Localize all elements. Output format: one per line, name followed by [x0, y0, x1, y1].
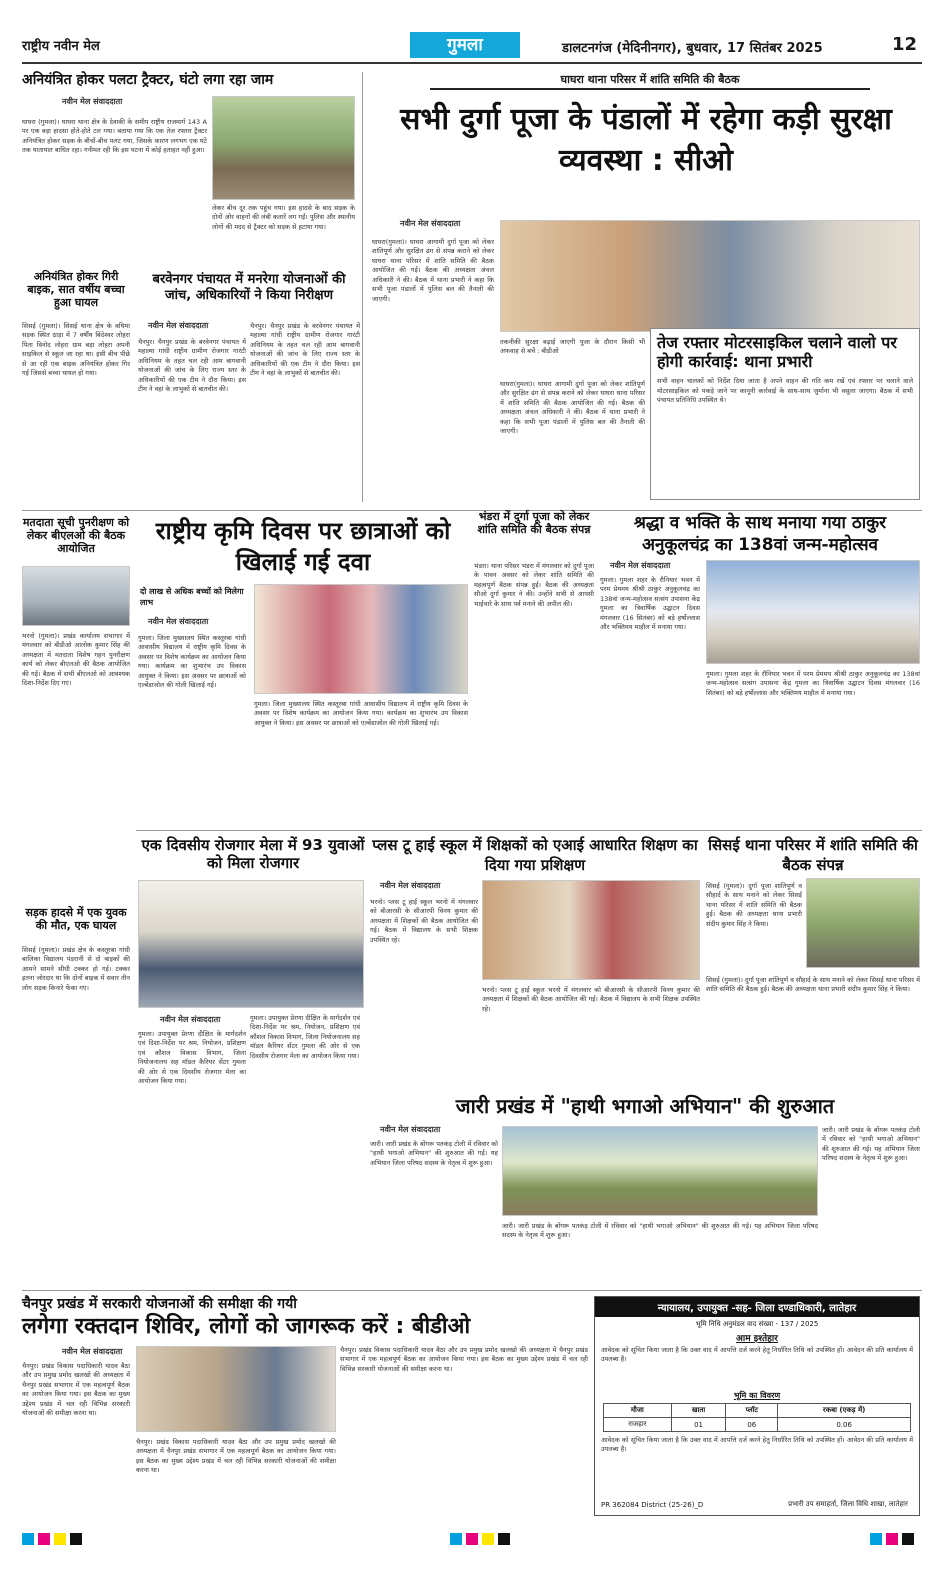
notice-body: आवेदक को सूचित किया जाता है कि उक्त वाद में आपत्ति दर्ज करने हेतु निर्धारित तिथि को उपस्थित हों। आवेदन की प्रति कार्यालय में उपलब्ध है।	[601, 1346, 913, 1364]
notice-table-heading: भूमि का विवरण	[733, 1391, 781, 1400]
color-bar	[450, 1530, 514, 1549]
column-rule	[362, 72, 363, 502]
deworm-body: गुमला। जिला मुख्यालय स्थित कस्तूरबा गांधी आवासीय विद्यालय में राष्ट्रीय कृमि दिवस के अवसर पर विशेष कार्यक्रम का आयोजन किया गया। कार्यक्रम का शुभारंभ उप विकास आयुक्त ने किया। इस अवसर पर छात्राओं को एल्बेंडाजोल की गोली खिलाई गई।	[138, 634, 246, 690]
bike-body: सिसई (गुमला)। सिसई थाना क्षेत्र के बघिमा सड़क स्थित ठाड़ा में 7 वर्षीय बिंदेश्वर लोहरा पिता विनोद लोहरा ग्राम बड़ा लोहरा अपनी साइकिल से स्कूल जा रहा था। इसी बीच पीछे से आ रही एक बाइक अनियंत्रित होकर गिर गई जिससे बच्चा घायल हो गया।	[22, 322, 130, 378]
legal-notice	[594, 1296, 920, 1516]
durga-sub: तकनीकी सुरक्षा बढ़ाई जाएगी पूजा के दौरान किसी भी अफवाह से बचें : बीडीओ	[500, 338, 645, 356]
byline: नवीन मेल संवाददाता	[380, 881, 441, 890]
masthead	[22, 30, 922, 64]
ai-photo	[482, 880, 700, 980]
bike-headline: अनियंत्रित होकर गिरी बाइक, सात वर्षीय बच्चा हुआ घायल	[27, 270, 125, 310]
elephant-photo	[502, 1126, 818, 1216]
tractor-cont: लेकर बीच दूर तक पहुंच गया। इस हादसे के बाद सड़क के दोनों ओर वाहनों की लंबी कतारें लग गईं। पुलिस और स्थानीय लोगों की मदद से ट्रैक्टर को सड़क से हटाया गया।	[212, 204, 355, 231]
blood-cont-2: चैनपुर। प्रखंड विकास पदाधिकारी यादव बैठा और उप प्रमुख प्रमोद खलखो की अध्यक्षता में चैनपुर प्रखंड सभागार में एक महत्वपूर्ण बैठक का आयोजन किया गया। इस बैठक का मुख्य उद्देश्य प्रखंड में चल रही विभिन्न सरकारी योजनाओं की समीक्षा करना था।	[340, 1346, 588, 1373]
bhandra-body: भंडरा। थाना परिसर भंडरा में मंगलवार को दुर्गा पूजा के पावन अवसर को लेकर शांति समिति की महत्वपूर्ण बैठक संपन्न हुई। बैठक की अध्यक्षता सीओ दुर्गा कुमार ने की। उन्होंने सभी से आपसी भाईचारे के साथ पर्व मनाने की अपील की।	[474, 562, 594, 608]
byline: नवीन मेल संवाददाता	[610, 561, 671, 570]
section-rule	[136, 830, 922, 831]
land-cell: राजहार	[604, 1418, 672, 1432]
notice-heading: आम इश्तेहार	[736, 1334, 778, 1344]
elephant-body: जारी। जारी प्रखंड के बोंगरू पतकंड़ टोली में रविवार को "हाथी भगाओ अभियान" की शुरुआत की गई। यह अभियान जिला परिषद सदस्य के नेतृत्व में शुरू हुआ।	[370, 1140, 498, 1167]
notice-body-2: आवेदक को सूचित किया जाता है कि उक्त वाद में आपत्ति दर्ज करने हेतु निर्धारित तिथि को उपस्थित हों। आवेदन की प्रति कार्यालय में उपलब्ध है।	[601, 1436, 913, 1454]
deworm-sub: दो लाख से अधिक बच्चों को मिलेगा लाभ	[140, 587, 244, 607]
byline: नवीन मेल संवाददाता	[148, 321, 209, 330]
ai-headline: प्लस टू हाई स्कूल में शिक्षकों को एआई आधारित शिक्षण का दिया गया प्रशिक्षण	[372, 836, 698, 874]
notice-pr: PR 362084 District (25-26)_D	[601, 1501, 704, 1509]
byline: नवीन मेल संवाददाता	[62, 1347, 123, 1356]
durga-headline: सभी दुर्गा पूजा के पंडालों में रहेगा कड़ी सुरक्षा व्यवस्था : सीओ	[400, 102, 892, 178]
section-badge: गुमला	[410, 32, 520, 58]
chainpur-headline: चैनपुर प्रखंड में सरकारी योजनाओं की समीक्षा की गयी	[22, 1296, 297, 1312]
land-cell: 06	[726, 1418, 778, 1432]
job-body: गुमला। उपायुक्त प्रेरणा दीक्षित के मार्गदर्शन एवं दिशा-निर्देश पर श्रम, नियोजन, प्रशिक्षण एवं कौशल विकास विभाग, जिला नियोजनालय सह मॉडल कैरियर सेंटर गुमला की ओर से एक दिवसीय रोजगार मेला का आयोजन किया गया।	[138, 1030, 246, 1086]
job-headline: एक दिवसीय रोजगार मेला में 93 युवाओं को मिला रोजगार	[141, 836, 365, 872]
blood-photo	[136, 1346, 336, 1432]
byline: नवीन मेल संवाददाता	[62, 97, 123, 106]
land-table	[603, 1403, 911, 1432]
deworm-cont: गुमला। जिला मुख्यालय स्थित कस्तूरबा गांधी आवासीय विद्यालय में राष्ट्रीय कृमि दिवस के अवसर पर विशेष कार्यक्रम का आयोजन किया गया। कार्यक्रम का शुभारंभ उप विकास आयुक्त ने किया। इस अवसर पर छात्राओं को एल्बेंडाजोल की गोली खिलाई गई।	[254, 700, 468, 727]
byline: नवीन मेल संवाददाता	[380, 1125, 441, 1134]
ai-cont: भरनो। प्लस टू हाई स्कूल भरनो में मंगलवार को बीआरसी के सीआरपी विनय कुमार की अध्यक्षता में शिक्षकों की बैठक आयोजित की गई। बैठक में विद्यालय के सभी शिक्षक उपस्थित रहे।	[482, 986, 700, 1013]
deworm-photo	[254, 584, 468, 694]
peace-committee-tag: घाघरा थाना परिसर में शांति समिति की बैठक	[430, 72, 870, 90]
job-cont: गुमला। उपायुक्त प्रेरणा दीक्षित के मार्गदर्शन एवं दिशा-निर्देश पर श्रम, नियोजन, प्रशिक्षण एवं कौशल विकास विभाग, जिला नियोजनालय सह मॉडल कैरियर सेंटर गुमला की ओर से एक दिवसीय रोजगार मेला का आयोजन किया गया।	[250, 1014, 360, 1060]
motorcycle-headline: तेज रफ्तार मोटरसाइकिल चलाने वालो पर होगी कार्रवाई: थाना प्रभारी	[657, 333, 897, 372]
sisai-cont: सिसई (गुमला)। दुर्गा पूजा शांतिपूर्ण व सौहार्द के साथ मनाने को लेकर सिसई थाना परिसर में शांति समिति की बैठक हुई। बैठक की अध्यक्षता थाना प्रभारी संदीप कुमार सिंह ने किया।	[706, 976, 920, 994]
section-rule	[22, 510, 922, 511]
voter-body: भरनो (गुमला)। प्रखंड कार्यालय सभागार में मंगलवार को बीडीओ आलोक कुमार सिंह की अध्यक्षता में मतदाता विशेष गहन पुनरीक्षण कार्य को लेकर बीएलओ की बैठक आयोजित की गई। बैठक में सभी बीएलओ को आवश्यक दिशा-निर्देश दिए गए।	[22, 632, 130, 688]
paper-name: राष्ट्रीय नवीन मेल	[22, 39, 100, 54]
thakur-headline: श्रद्धा व भक्ति के साथ मनाया गया ठाकुर अनुकूलचंद्र का 138वां जन्म-महोत्सव	[633, 513, 887, 556]
section-rule	[22, 1290, 922, 1291]
motorcycle-body: सभी वाहन चालकों को निर्देश दिया जाता है अपने वाहन की गति कम रखें एवं रफ्तार पर चलाने वाले मोटरसाइकिल को पकड़े जाने पर कानूनी कार्रवाई के साथ-साथ जुर्माना भी वसूला जाएगा। बैठक में सभी पंचायत प्रतिनिधि उपस्थित थे।	[657, 377, 913, 405]
notice-case: भूमि निधि अनुमंडल वाद संख्या - 137 / 2025	[695, 1320, 819, 1328]
thakur-body: गुमला। गुमला शहर के रौनियार भवन में परम प्रेममय श्रीश्री ठाकुर अनुकूलचंद्र का 138वां जन्म-महोत्सव सत्संग उपासना केंद्र गुमला का त्रिवार्षिक उद्घाटन दिवस मंगलवार (16 सितंबर) को बड़े हर्षोल्लास और भक्तिमय माहौल में मनाया गया।	[600, 576, 700, 632]
ai-body: भरनो। प्लस टू हाई स्कूल भरनो में मंगलवार को बीआरसी के सीआरपी विनय कुमार की अध्यक्षता में शिक्षकों की बैठक आयोजित की गई। बैठक में विद्यालय के सभी शिक्षक उपस्थित रहे।	[370, 898, 478, 944]
land-cell: 0.06	[778, 1418, 911, 1432]
mgnrega-body: चैनपुर। चैनपुर प्रखंड के बरवेनगर पंचायत में महात्मा गांधी राष्ट्रीय ग्रामीण रोजगार गारंटी अधिनियम के तहत चल रही आम बागवानी योजनाओं की जांच के लिए राज्य स्तर के अधिकारियों की एक टीम ने दौरा किया। इस टीम ने वहां के लाभुकों से बातचीत की।	[138, 338, 246, 394]
accident-body: सिसई (गुमला)। प्रखंड क्षेत्र के कस्तूरबा गांधी बालिका विद्यालय पंडरानी से दो बाइकों की आमने सामने सीधी टक्कर हो गई। टक्कर इतना जोरदार था कि दोनों बाइक में सवार तीन लोग सड़क किनारे फेंका गए।	[22, 946, 130, 992]
sisai-photo	[806, 878, 920, 968]
sisai-body: सिसई (गुमला)। दुर्गा पूजा शांतिपूर्ण व सौहार्द के साथ मनाने को लेकर सिसई थाना परिसर में शांति समिति की बैठक हुई। बैठक की अध्यक्षता थाना प्रभारी संदीप कुमार सिंह ने किया।	[706, 882, 802, 928]
blood-cont: चैनपुर। प्रखंड विकास पदाधिकारी यादव बैठा और उप प्रमुख प्रमोद खलखो की अध्यक्षता में चैनपुर प्रखंड सभागार में एक महत्वपूर्ण बैठक का आयोजन किया गया। इस बैठक का मुख्य उद्देश्य प्रखंड में चल रही विभिन्न सरकारी योजनाओं की समीक्षा करना था।	[136, 1438, 336, 1475]
mgnrega-headline: बरवेनगर पंचायत में मनरेगा योजनाओं की जांच, अधिकारियों ने किया निरीक्षण	[152, 272, 346, 303]
byline: नवीन मेल संवाददाता	[400, 219, 461, 228]
land-col-area: रकबा (एकड़ में)	[778, 1404, 911, 1418]
durga-photo	[500, 220, 920, 332]
mgnrega-cont: चैनपुर। चैनपुर प्रखंड के बरवेनगर पंचायत में महात्मा गांधी राष्ट्रीय ग्रामीण रोजगार गारंटी अधिनियम के तहत चल रही आम बागवानी योजनाओं की जांच के लिए राज्य स्तर के अधिकारियों की एक टीम ने दौरा किया। इस टीम ने वहां के लाभुकों से बातचीत की।	[250, 322, 360, 378]
durga-body: घाघरा(गुमला)। घाघरा आगामी दुर्गा पूजा को लेकर शांतिपूर्ण और सुरक्षित ढंग से संपन्न कराने को लेकर घाघरा थाना परिसर में शांति समिति की बैठक आयोजित की गई। बैठक की अध्यक्षता अंचल अधिकारी ने की। बैठक में थाना प्रभारी ने कहा कि सभी पूजा पंडालों में पुलिस बल की तैनाती की जाएगी।	[372, 238, 494, 303]
page-number: 12	[892, 34, 918, 55]
land-cell: 01	[671, 1418, 726, 1432]
job-photo	[138, 880, 364, 1008]
land-col-khata: खाता	[671, 1404, 726, 1418]
voter-headline: मतदाता सूची पुनरीक्षण को लेकर बीएलओ की बैठक आयोजित	[22, 516, 130, 556]
durga-body-2: घाघरा(गुमला)। घाघरा आगामी दुर्गा पूजा को लेकर शांतिपूर्ण और सुरक्षित ढंग से संपन्न कराने को लेकर घाघरा थाना परिसर में शांति समिति की बैठक आयोजित की गई। बैठक की अध्यक्षता अंचल अधिकारी ने की। बैठक में थाना प्रभारी ने कहा कि सभी पूजा पंडालों में पुलिस बल की तैनाती की जाएगी।	[500, 380, 645, 436]
elephant-headline: जारी प्रखंड में "हाथी भगाओ अभियान" की शुरुआत	[455, 1094, 835, 1118]
elephant-side: जारी। जारी प्रखंड के बोंगरू पतकंड़ टोली में रविवार को "हाथी भगाओ अभियान" की शुरुआत की गई। यह अभियान जिला परिषद सदस्य के नेतृत्व में शुरू हुआ।	[822, 1126, 920, 1163]
byline: नवीन मेल संवाददाता	[160, 1015, 221, 1024]
motorcycle-box	[650, 328, 920, 500]
accident-headline: सड़क हादसे में एक युवक की मौत, एक घायल	[25, 906, 127, 933]
tractor-photo	[212, 96, 355, 200]
notice-footer: प्रभारी उप समाहर्ता, जिला विधि शाखा, लातेहार	[788, 1500, 908, 1508]
byline: नवीन मेल संवाददाता	[148, 617, 209, 626]
tractor-body: घाघरा (गुमला)। घाघरा थाना क्षेत्र के देवाकी के समीप राष्ट्रीय राजमार्ग 143 A पर एक बड़ा हादसा होते-होते टल गया। बताया गया कि एक तेज रफ्तार ट्रैक्टर अनियंत्रित होकर सड़क के बीचों-बीच पलट गया, जिसके कारण लगभग एक घंटे तक यातायात बाधित रहा। गनीमत रही कि इस घटना में कोई हताहत नहीं हुआ।	[22, 118, 207, 155]
notice-title: न्यायालय, उपायुक्त -सह- जिला दण्डाधिकारी, लातेहार	[595, 1297, 919, 1317]
sisai-headline: सिसई थाना परिसर में शांति समिति की बैठक संपन्न	[708, 836, 918, 874]
tractor-headline: अनियंत्रित होकर पलटा ट्रैक्टर, घंटो लगा रहा जाम	[22, 72, 274, 88]
blood-headline: लगेगा रक्तदान शिविर, लोगों को जागरूक करें : बीडीओ	[22, 1314, 471, 1339]
thakur-cont: गुमला। गुमला शहर के रौनियार भवन में परम प्रेममय श्रीश्री ठाकुर अनुकूलचंद्र का 138वां जन्म-महोत्सव सत्संग उपासना केंद्र गुमला का त्रिवार्षिक उद्घाटन दिवस मंगलवार (16 सितंबर) को बड़े हर्षोल्लास और भक्तिमय माहौल में मनाया गया।	[706, 670, 920, 697]
land-col-plot: प्लॉट	[726, 1404, 778, 1418]
bhandra-headline: भंडरा में दुर्गा पूजा को लेकर शांति समिति की बैठक संपन्न	[477, 510, 591, 537]
dateline: डालटनगंज (मेदिनीनगर), बुधवार, 17 सितंबर 2025	[562, 41, 823, 56]
voter-photo	[22, 566, 130, 626]
elephant-cont: जारी। जारी प्रखंड के बोंगरू पतकंड़ टोली में रविवार को "हाथी भगाओ अभियान" की शुरुआत की गई। यह अभियान जिला परिषद सदस्य के नेतृत्व में शुरू हुआ।	[502, 1222, 818, 1240]
color-bar	[22, 1530, 86, 1549]
blood-body: चैनपुर। प्रखंड विकास पदाधिकारी यादव बैठा और उप प्रमुख प्रमोद खलखो की अध्यक्षता में चैनपुर प्रखंड सभागार में एक महत्वपूर्ण बैठक का आयोजन किया गया। इस बैठक का मुख्य उद्देश्य प्रखंड में चल रही विभिन्न सरकारी योजनाओं की समीक्षा करना था।	[22, 1362, 130, 1418]
deworm-headline: राष्ट्रीय कृमि दिवस पर छात्राओं को खिलाई गई दवा	[155, 517, 451, 577]
thakur-photo	[706, 560, 920, 664]
color-bar	[870, 1530, 918, 1549]
land-col-mouza: मौजा	[604, 1404, 672, 1418]
